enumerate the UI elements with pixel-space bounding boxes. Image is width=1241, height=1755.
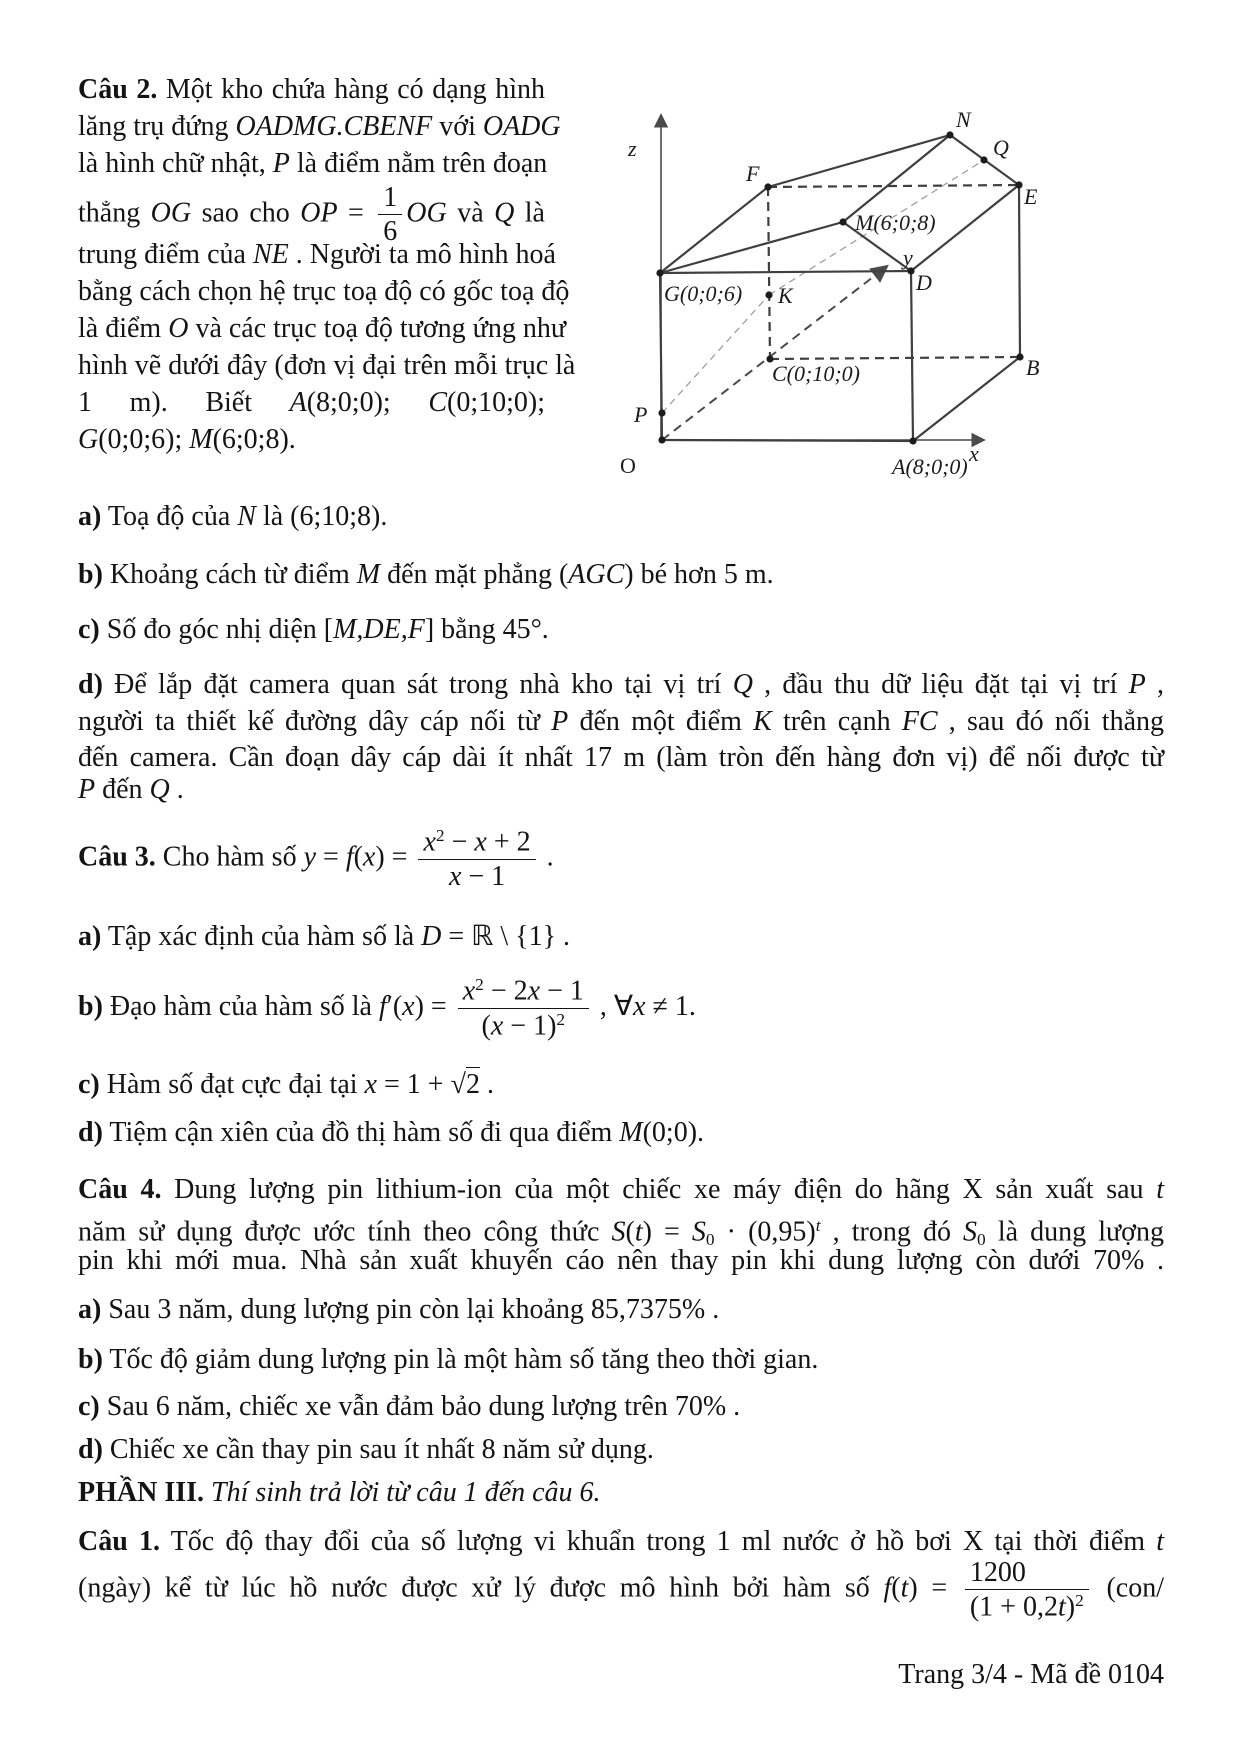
q2-line-3: là hình chữ nhật, P là điểm nằm trên đoạn [78,148,548,179]
figure-label-E: E [1024,184,1038,209]
q4-line-2: năm sử dụng được ước tính theo công thức $S(t) = S_0 \cdot (0,95)^t$ , trong đó $S_0$ là dung lượng [78,1216,1164,1249]
q2-line-1: Câu 2. Một kho chứa hàng có dạng hình [78,74,545,105]
edge-FE [768,185,1019,187]
edge-AB [913,357,1020,441]
q1-line-1: Câu 1. Tốc độ thay đổi của số lượng vi khuẩn trong 1 ml nước ở hồ bơi X tại thời điểm t [78,1526,1164,1557]
figure-label-O: O [620,453,636,478]
figure-label-y: y [903,245,913,270]
edge-OA [662,440,913,441]
q2-line-5: trung điểm của NE . Người ta mô hình hoá [78,239,556,270]
q2-line-4: thẳng OG sao cho OP = $\frac{1}{6}$ OG và Q là [78,182,545,248]
q4-line-3: pin khi mới mua. Nhà sản xuất khuyến cáo nên thay pin khi dung lượng còn dưới 70% . [78,1245,1164,1276]
q2-item-c: c) Số đo góc nhị diện [M,DE,F] bằng 45°. [78,614,549,645]
figure-label-N: N [956,107,971,132]
q3-item-c: c) Hàm số đạt cực đại tại x = 1 + √2 . [78,1069,494,1100]
q4-item-b: b) Tốc độ giảm dung lượng pin là một hàm số tăng theo thời gian. [78,1344,819,1375]
vertex-N [946,131,953,138]
vertex-E [1015,181,1022,188]
vertex-G [656,269,663,276]
edge-MN [843,135,950,222]
q3-item-d: d) Tiệm cận xiên của đồ thị hàm số đi qua điểm M(0;0). [78,1117,705,1148]
prism-figure [555,85,1055,490]
page-footer: Trang 3/4 - Mã đề 0104 [898,1659,1164,1690]
q2-item-d-line-1: d) Để lắp đặt camera quan sát trong nhà kho tại vị trí Q , đầu thu dữ liệu đặt tại vị trí P , [78,669,1164,700]
figure-label-F: F [746,161,760,186]
vertex-Q [980,156,987,163]
q4-item-c: c) Sau 6 năm, chiếc xe vẫn đảm bảo dung lượng trên 70% . [78,1391,741,1422]
edge-FN [768,135,950,187]
figure-label-K: K [778,283,793,308]
edge-AD [911,271,913,441]
figure-label-z: z [628,136,637,161]
figure-label-x: x [969,441,979,466]
q2-line-10: G(0;0;6); M(6;0;8). [78,424,296,455]
figure-label-D: D [916,270,932,295]
q2-line-8: hình vẽ dưới đây (đơn vị đại trên mỗi trục là [78,350,576,381]
q3-item-a: a) Tập xác định của hàm số là D = ℝ \ {1} . [78,921,571,952]
q2-line-6: bằng cách chọn hệ trục toạ độ có gốc toạ độ [78,276,570,307]
figure-label-P: P [634,402,648,427]
q4-item-d: d) Chiếc xe cần thay pin sau ít nhất 8 năm sử dụng. [78,1434,654,1465]
edge-CB [770,357,1020,359]
vertex-A [909,437,916,444]
figure-label-A(8;0;0): A(8;0;0) [892,454,968,479]
vertex-F [764,183,771,190]
cable-PK [662,295,769,413]
vertex-M [839,218,846,225]
figure-label-G(0;0;6): G(0;0;6) [664,281,743,306]
edge-GF [660,187,768,273]
q2-item-d-line-2: người ta thiết kế đường dây cáp nối từ P đến một điểm K trên cạnh FC , sau đó nối thẳng [78,706,1164,737]
vertex-B [1016,353,1023,360]
q4-line-1: Câu 4. Dung lượng pin lithium-ion của một chiếc xe máy điện do hãng X sản xuất sau t [78,1174,1164,1205]
figure-label-M(6;0;8): M(6;0;8) [855,210,936,235]
q3-item-b: b) Đạo hàm của hàm số là f′(x) = $\frac{x^2 - 2x - 1}{(x - 1)^2}$ , ∀x ≠ 1. [78,975,696,1042]
vertex-O [658,436,665,443]
q2-item-a: a) Toạ độ của N là (6;10;8). [78,501,388,532]
q2-item-d-line-3: đến camera. Cần đoạn dây cáp dài ít nhất 17 m (làm tròn đến hàng đơn vị) để nối được từ [78,742,1164,773]
q2-line-7: là điểm O và các trục toạ độ tương ứng như [78,313,566,344]
vertex-P [658,409,665,416]
edge-BE [1019,185,1020,357]
q2-line-9: 1 m). Biết A(8;0;0); C(0;10;0); [78,387,545,418]
figure-label-Q: Q [993,135,1009,160]
q4-item-a: a) Sau 3 năm, dung lượng pin còn lại khoảng 85,7375% . [78,1294,720,1325]
figure-label-C(0;10;0): C(0;10;0) [772,361,860,386]
figure-label-B: B [1026,355,1040,380]
edge-GD [660,271,911,273]
q2-item-b: b) Khoảng cách từ điểm M đến mặt phẳng (AGC) bé hơn 5 m. [78,559,774,590]
q3-heading: Câu 3. Cho hàm số y = f(x) = $\frac{x^2 - x + 2}{x - 1}$ . [78,826,554,892]
part3-heading: PHẦN III. Thí sinh trả lời từ câu 1 đến câu 6. [78,1477,601,1508]
q1-line-2: (ngày) kể từ lúc hồ nước được xử lý được mô hình bởi hàm số f(t) = $\frac{1200}{(1 + 0,2t)^2}$ (con/ [78,1557,1164,1623]
vertex-K [765,291,772,298]
q2-item-d-line-4: P đến Q . [78,774,184,805]
q2-line-2: lăng trụ đứng OADMG.CBENF với OADG [78,111,561,142]
edge-MG [660,222,843,273]
